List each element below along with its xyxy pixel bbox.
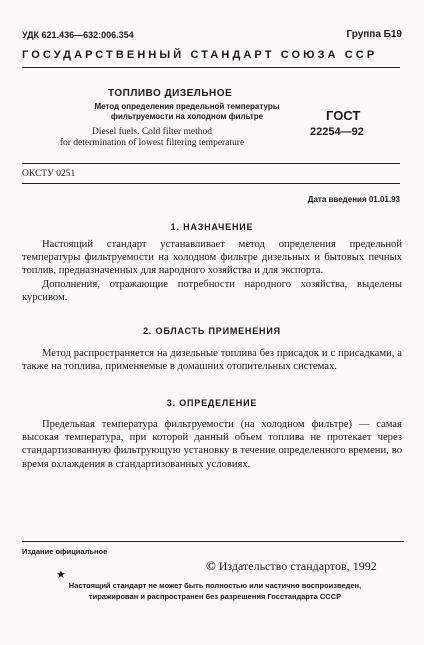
notice-line2: тиражирован и распространен без разрешения Госстандарта СССР xyxy=(88,591,342,601)
title-english xyxy=(22,127,282,149)
state-standard-header: ГОСУДАРСТВЕННЫЙ СТАНДАРТ СОЮЗА ССР xyxy=(22,49,378,61)
title-en-line1: Diesel fuels. Cold filter method xyxy=(91,127,213,137)
reproduction-notice xyxy=(20,581,410,602)
title-rule xyxy=(22,163,400,164)
copyright xyxy=(206,558,377,574)
paragraph: Дополнения, отражающие потребности народного хозяйства, выделены курсивом. xyxy=(22,278,402,303)
section-body-purpose xyxy=(22,238,402,304)
footer-rule xyxy=(22,541,404,542)
paragraph: Настоящий стандарт устанавливает метод определения предельной температуры фильтруемости на холодном фильтре дизельных и бытовых печных топлив, предназначенных для народного хозяйства и для экспорта. xyxy=(22,239,402,277)
okstu-rule xyxy=(22,183,400,184)
title-russian xyxy=(92,102,282,122)
effective-date: Дата введения 01.01.93 xyxy=(307,195,400,204)
notice-line1: Настоящий стандарт не может быть полностью или частично воспроизведен, xyxy=(68,581,362,590)
star-icon: ★ xyxy=(56,569,66,581)
document-title: ТОПЛИВО ДИЗЕЛЬНОЕ xyxy=(108,88,233,99)
gost-label: ГОСТ xyxy=(326,108,361,123)
paragraph: Предельная температура фильтруемости (на холодном фильтре) — самая высокая температура, при которой данный объем топлива не протекает через стандартизованную фильтрующую установку в течение определенного времени, во время охлаждения в стандартизованных условиях. xyxy=(22,419,402,470)
title-en-line2: for determination of lowest filtering temperature xyxy=(59,138,245,148)
gost-number: 22254—92 xyxy=(310,126,364,138)
title-ru-line1: Метод определения предельной температуры xyxy=(94,102,280,111)
okstu-code: ОКСТУ 0251 xyxy=(22,169,76,179)
udk-code: УДК 621.436—632:006.354 xyxy=(22,30,134,40)
copyright-icon: © xyxy=(206,558,216,573)
group-code: Группа Б19 xyxy=(346,29,402,40)
paragraph: Метод распространяется на дизельные топлива без присадок и с присадками, а также на топлива, применяемые в домашних отопительных системах. xyxy=(22,348,402,373)
copyright-text: Издательство стандартов, 1992 xyxy=(218,559,377,573)
section-title-definition: 3. ОПРЕДЕЛЕНИЕ xyxy=(166,398,258,408)
section-body-definition xyxy=(22,418,402,471)
official-edition: Издание официальное xyxy=(22,547,108,556)
section-title-scope: 2. ОБЛАСТЬ ПРИМЕНЕНИЯ xyxy=(143,326,281,336)
section-title-purpose: 1. НАЗНАЧЕНИЕ xyxy=(170,222,254,232)
title-ru-line2: фильтруемости на холодном фильтре xyxy=(110,112,264,121)
header-rule xyxy=(22,67,400,68)
section-body-scope xyxy=(22,347,402,373)
